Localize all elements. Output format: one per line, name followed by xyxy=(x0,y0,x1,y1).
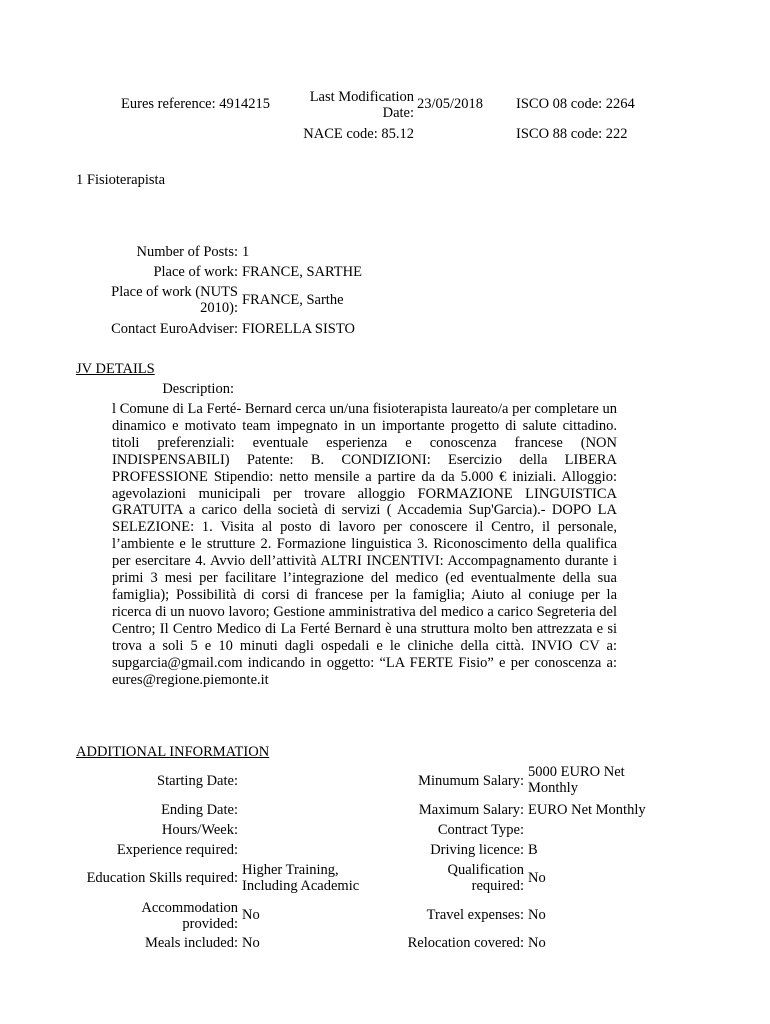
minimum-salary-value-line2: Monthly xyxy=(528,780,578,796)
additional-information-heading: ADDITIONAL INFORMATION xyxy=(76,744,270,760)
accommodation-value: No xyxy=(242,907,260,923)
last-modification-date: 23/05/2018 xyxy=(417,96,484,112)
accommodation-label-line2: provided: xyxy=(182,916,238,932)
place-of-work-value: FRANCE, SARTHE xyxy=(242,264,362,280)
last-modification-label-line1: Last Modification xyxy=(309,89,414,105)
meals-included-value: No xyxy=(242,935,260,951)
jv-details-heading: JV DETAILS xyxy=(76,361,155,377)
education-skills-value-line2: Including Academic xyxy=(242,878,360,894)
relocation-covered-value: No xyxy=(528,935,546,951)
driving-licence-value: B xyxy=(528,842,538,858)
meals-included-label: Meals included: xyxy=(144,935,238,951)
place-of-work-label: Place of work: xyxy=(153,264,238,280)
ending-date-label: Ending Date: xyxy=(161,802,238,818)
contract-type-label: Contract Type: xyxy=(437,822,524,838)
posts-label: Number of Posts: xyxy=(136,244,238,260)
nace-code: NACE code: 85.12 xyxy=(303,126,414,142)
maximum-salary-label: Maximum Salary: xyxy=(418,802,524,818)
qualification-label-line2: required: xyxy=(471,878,524,894)
nuts-label-line1: Place of work (NUTS xyxy=(111,284,238,300)
accommodation-label xyxy=(40,900,238,932)
job-title: 1 Fisioterapista xyxy=(76,172,166,188)
eures-reference: Eures reference: 4914215 xyxy=(121,96,270,112)
hours-week-label: Hours/Week: xyxy=(161,822,238,838)
description-text: l Comune di La Ferté- Bernard cerca un/una fisioterapista laureato/a per completare un dinamico e motivato team impegnato in un importante progetto di salute cittadino. titoli preferenziali: eventuale esperienza e conoscenza francese (NON INDISPENSABILI) Patente: B. CONDIZIONI: Esercizio della LIBERA PROFESSIONE Stipendio: netto mensile a partire da da 5.000 € iniziali. Alloggio: agevolazioni municipali per trovare alloggio FORMAZIONE LINGUISTICA GRATUITA a carico della società di servizi ( Accademia Sup'Garcia).- DOPO LA SELEZIONE: 1. Visita al posto di lavoro per conoscere il Centro, il personale, l’ambiente e le strutture 2. Formazione linguistica 3. Riconoscimento della qualifica per esercitare 4. Avvio dell’attività ALTRI INCENTIVI: Accompagnamento durante i primi 3 mesi per facilitare l’integrazione del medico (ed eventualmente della sua famiglia); Possibilità di corsi di francese per la famiglia; Aiuto al coniuge per la ricerca di un nuovo lavoro; Gestione amministrativa del medico a carico Segreteria del Centro; Il Centro Medico di La Ferté Bernard è una struttura molto ben attrezzata e si trova a soli 5 e 10 minuti dagli ospedali e le cliniche della città. INVIO CV a: supgarcia@gmail.com indicando in oggetto: “LA FERTE Fisio” e per conoscenza a: eures@regione.piemonte.it xyxy=(112,401,617,688)
nuts-label xyxy=(40,284,238,316)
maximum-salary-value: EURO Net Monthly xyxy=(528,802,646,818)
last-modification-label xyxy=(270,89,414,121)
description-label: Description: xyxy=(162,381,234,397)
education-skills-label: Education Skills required: xyxy=(86,870,238,886)
last-modification-label-line2: Date: xyxy=(382,105,414,121)
minimum-salary-label: Minumum Salary: xyxy=(418,773,524,789)
nuts-label-line2: 2010): xyxy=(200,300,238,316)
minimum-salary-value xyxy=(528,764,625,796)
travel-expenses-label: Travel expenses: xyxy=(426,907,524,923)
contact-euroadviser-value: FIORELLA SISTO xyxy=(242,321,355,337)
starting-date-label: Starting Date: xyxy=(157,773,238,789)
isco08-code: ISCO 08 code: 2264 xyxy=(516,96,635,112)
contact-euroadviser-label: Contact EuroAdviser: xyxy=(111,321,238,337)
qualification-label-line1: Qualification xyxy=(447,862,524,878)
driving-licence-label: Driving licence: xyxy=(430,842,524,858)
isco88-code: ISCO 88 code: 222 xyxy=(516,126,628,142)
posts-value: 1 xyxy=(242,244,250,260)
qualification-label xyxy=(330,862,524,894)
experience-required-label: Experience required: xyxy=(116,842,238,858)
nuts-value: FRANCE, Sarthe xyxy=(242,292,344,308)
relocation-covered-label: Relocation covered: xyxy=(407,935,524,951)
minimum-salary-value-line1: 5000 EURO Net xyxy=(528,764,625,780)
travel-expenses-value: No xyxy=(528,907,546,923)
education-skills-value-line1: Higher Training, xyxy=(242,862,339,878)
qualification-value: No xyxy=(528,870,546,886)
accommodation-label-line1: Accommodation xyxy=(141,900,238,916)
